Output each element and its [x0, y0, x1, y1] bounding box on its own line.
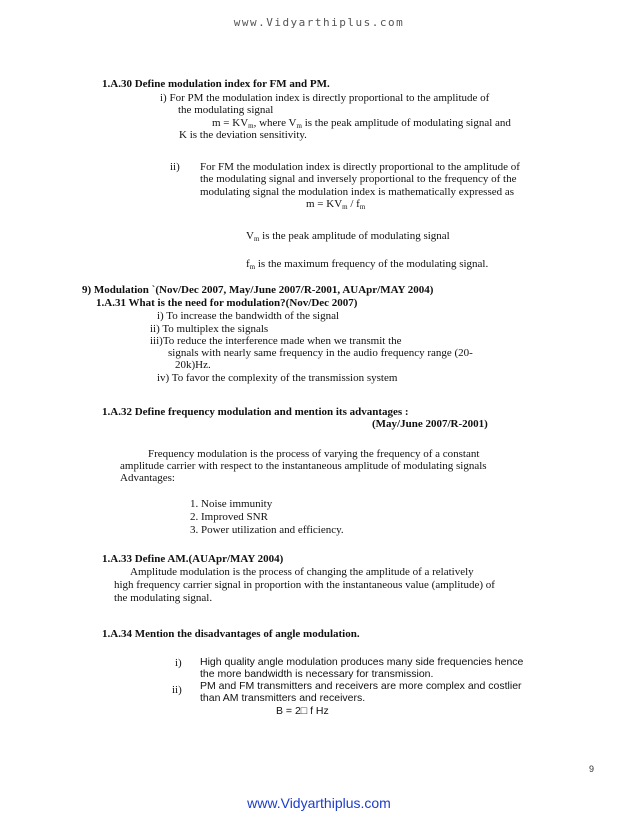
q30-vm-definition: $V_m$ is the peak amplitude of modulating signal: [246, 230, 450, 243]
footer-site-link[interactable]: www.Vidyarthiplus.com: [247, 795, 391, 811]
q32-advantage-2: 2. Improved SNR: [190, 511, 268, 523]
header-site-url: www.Vidyarthiplus.com: [233, 16, 405, 29]
q30-pm-line4: K is the deviation sensitivity.: [179, 129, 307, 141]
q34-item-i-label: i): [175, 657, 182, 669]
q31-item-iv: iv) To favor the complexity of the transmission system: [157, 372, 398, 384]
q30-fm-line3: modulating signal the modulation index is mathematically expressed as: [200, 186, 515, 198]
q30-fm-line1: For FM the modulation index is directly proportional to the amplitude of: [200, 161, 520, 173]
q33-line3: the modulating signal.: [114, 592, 213, 604]
q30-title: 1.A.30 Define modulation index for FM and PM.: [102, 78, 330, 90]
q33-title: 1.A.33 Define AM.(AUApr/MAY 2004): [102, 553, 284, 565]
q34-item-ii-line2: than AM transmitters and receivers.: [200, 692, 366, 704]
q31-item-iii-line3: 20k)Hz.: [175, 359, 211, 371]
q34-item-i-line2: the more bandwidth is necessary for transmission.: [200, 668, 434, 680]
q32-line1: Frequency modulation is the process of varying the frequency of a constant: [148, 448, 480, 460]
q30-fm-formula: $m = KV_m / f_m$: [306, 198, 366, 211]
q31-item-iii-line1: iii)To reduce the interference made when we transmit the: [150, 335, 402, 347]
q34-item-ii-line1: PM and FM transmitters and receivers are more complex and costlier: [200, 680, 522, 692]
q32-title: 1.A.32 Define frequency modulation and mention its advantages :: [102, 406, 409, 418]
q32-advantage-3: 3. Power utilization and efficiency.: [190, 524, 344, 536]
q34-item-ii-label: ii): [172, 684, 182, 696]
q30-fm-label: ii): [170, 161, 180, 173]
q30-pm-line1: i) For PM the modulation index is directly proportional to the amplitude of: [160, 92, 490, 104]
q32-reference: (May/June 2007/R-2001): [372, 418, 488, 430]
q30-pm-formula: $m = KV_m$, where $V_m$ is the peak amplitude of modulating signal and: [212, 117, 511, 130]
q32-line2: amplitude carrier with respect to the instantaneous amplitude of modulating signals: [120, 460, 487, 472]
q30-fm-definition: $f_m$ is the maximum frequency of the modulating signal.: [246, 258, 489, 271]
q34-title: 1.A.34 Mention the disadvantages of angle modulation.: [102, 628, 360, 640]
q31-item-ii: ii) To multiplex the signals: [150, 323, 269, 335]
q32-line3: Advantages:: [120, 472, 175, 484]
q33-line2: high frequency carrier signal in proportion with the instantaneous value (amplitude) of: [114, 579, 495, 591]
section9-title: 9) Modulation `(Nov/Dec 2007, May/June 2007/R-2001, AUApr/MAY 2004): [82, 284, 434, 296]
q31-item-iii-line2: signals with nearly same frequency in the audio frequency range (20-: [168, 347, 473, 359]
q34-item-i-line1: High quality angle modulation produces many side frequencies hence: [200, 656, 524, 668]
q33-line1: Amplitude modulation is the process of changing the amplitude of a relatively: [130, 566, 474, 578]
q31-item-i: i) To increase the bandwidth of the signal: [157, 310, 340, 322]
q32-advantage-1: 1. Noise immunity: [190, 498, 273, 510]
q30-pm-line2: the modulating signal: [178, 104, 274, 116]
q31-title: 1.A.31 What is the need for modulation?(Nov/Dec 2007): [96, 297, 358, 309]
page-number: 9: [589, 764, 595, 774]
q34-bandwidth-formula: B = 2□ f Hz: [276, 705, 329, 717]
q30-fm-line2: the modulating signal and inversely proportional to the frequency of the: [200, 173, 517, 185]
